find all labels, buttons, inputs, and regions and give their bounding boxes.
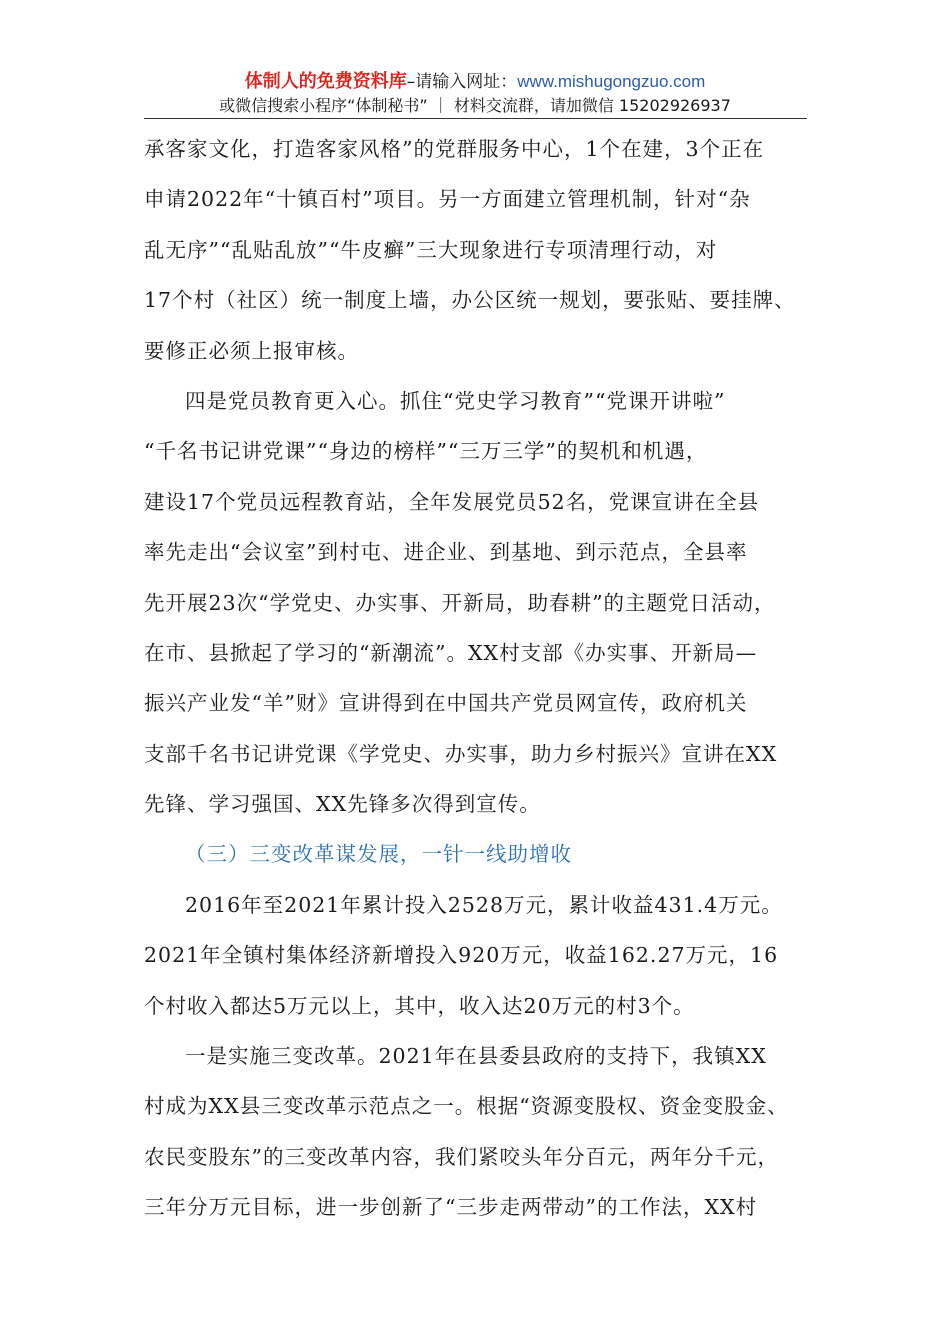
text-line: 四是党员教育更入心。抓住“党史学习教育”“党课开讲啦” (185, 388, 726, 413)
paragraph-3 (144, 880, 809, 1031)
header-divider (144, 118, 807, 119)
text-line: 农民变股东”的三变改革内容，我们紧咬头年分百元，两年分千元， (144, 1144, 779, 1169)
url-prompt: –请输入网址： (406, 72, 518, 92)
section-heading: （三）三变改革谋发展，一针一线助增收 (185, 842, 572, 867)
header-contact-line: 或微信搜索小程序“体制秘书” ｜ 材料交流群，请加微信 15202926937 (219, 96, 731, 115)
text-line: 要修正必须上报审核。 (144, 338, 359, 363)
text-line: 一是实施三变改革。2021年在县委县政府的支持下，我镇XX (185, 1044, 767, 1069)
text-line: 先开展23次“学党史、办实事、开新局，助春耕”的主题党日活动， (144, 590, 776, 615)
text-line: 乱无序”“乱贴乱放”“牛皮癣”三大现象进行专项清理行动，对 (144, 237, 718, 262)
text-line: 2016年至2021年累计投入2528万元，累计收益431.4万元。 (185, 892, 783, 917)
text-line: 个村收入都达5万元以上，其中，收入达20万元的村3个。 (144, 993, 695, 1018)
text-line: 承客家文化，打造客家风格”的党群服务中心，1个在建，3个正在 (144, 137, 765, 161)
text-line: 振兴产业发“羊”财》宣讲得到在中国共产党员网宣传，政府机关 (144, 691, 748, 716)
page-header (0, 70, 950, 118)
paragraph-4 (144, 1031, 809, 1233)
text-line: 先锋、学习强国、XX先锋多次得到宣传。 (144, 792, 541, 817)
text-line: 17个村（社区）统一制度上墙，办公区统一规划，要张贴、要挂牌、 (144, 288, 796, 313)
text-line: 申请2022年“十镇百村”项目。另一方面建立管理机制，针对“杂 (144, 187, 751, 212)
paragraph-2 (144, 376, 809, 830)
text-line: 村成为XX县三变改革示范点之一。根据“资源变股权、资金变股金、 (144, 1094, 789, 1119)
website-link[interactable]: www.mishugongzuo.com (517, 72, 706, 91)
text-line: 三年分万元目标，进一步创新了“三步走两带动”的工作法，XX村 (144, 1195, 758, 1220)
paragraph-1 (144, 124, 809, 376)
text-line: 率先走出“会议室”到村屯、进企业、到基地、到示范点，全县率 (144, 540, 748, 565)
text-line: 在市、县掀起了学习的“新潮流”。XX村支部《办实事、开新局— (144, 640, 758, 665)
text-line: 建设17个党员远程教育站，全年发展党员52名，党课宣讲在全县 (144, 489, 760, 514)
text-line: 2021年全镇村集体经济新增投入920万元，收益162.27万元，16 (144, 943, 779, 968)
brand-title: 体制人的免费资料库 (244, 71, 407, 92)
text-line: “千名书记讲党课”“身边的榜样”“三万三学”的契机和机遇， (144, 439, 708, 464)
document-body (144, 124, 809, 1233)
text-line: 支部千名书记讲党课《学党史、办实事，助力乡村振兴》宣讲在XX (144, 741, 778, 766)
header-banner (0, 70, 950, 94)
